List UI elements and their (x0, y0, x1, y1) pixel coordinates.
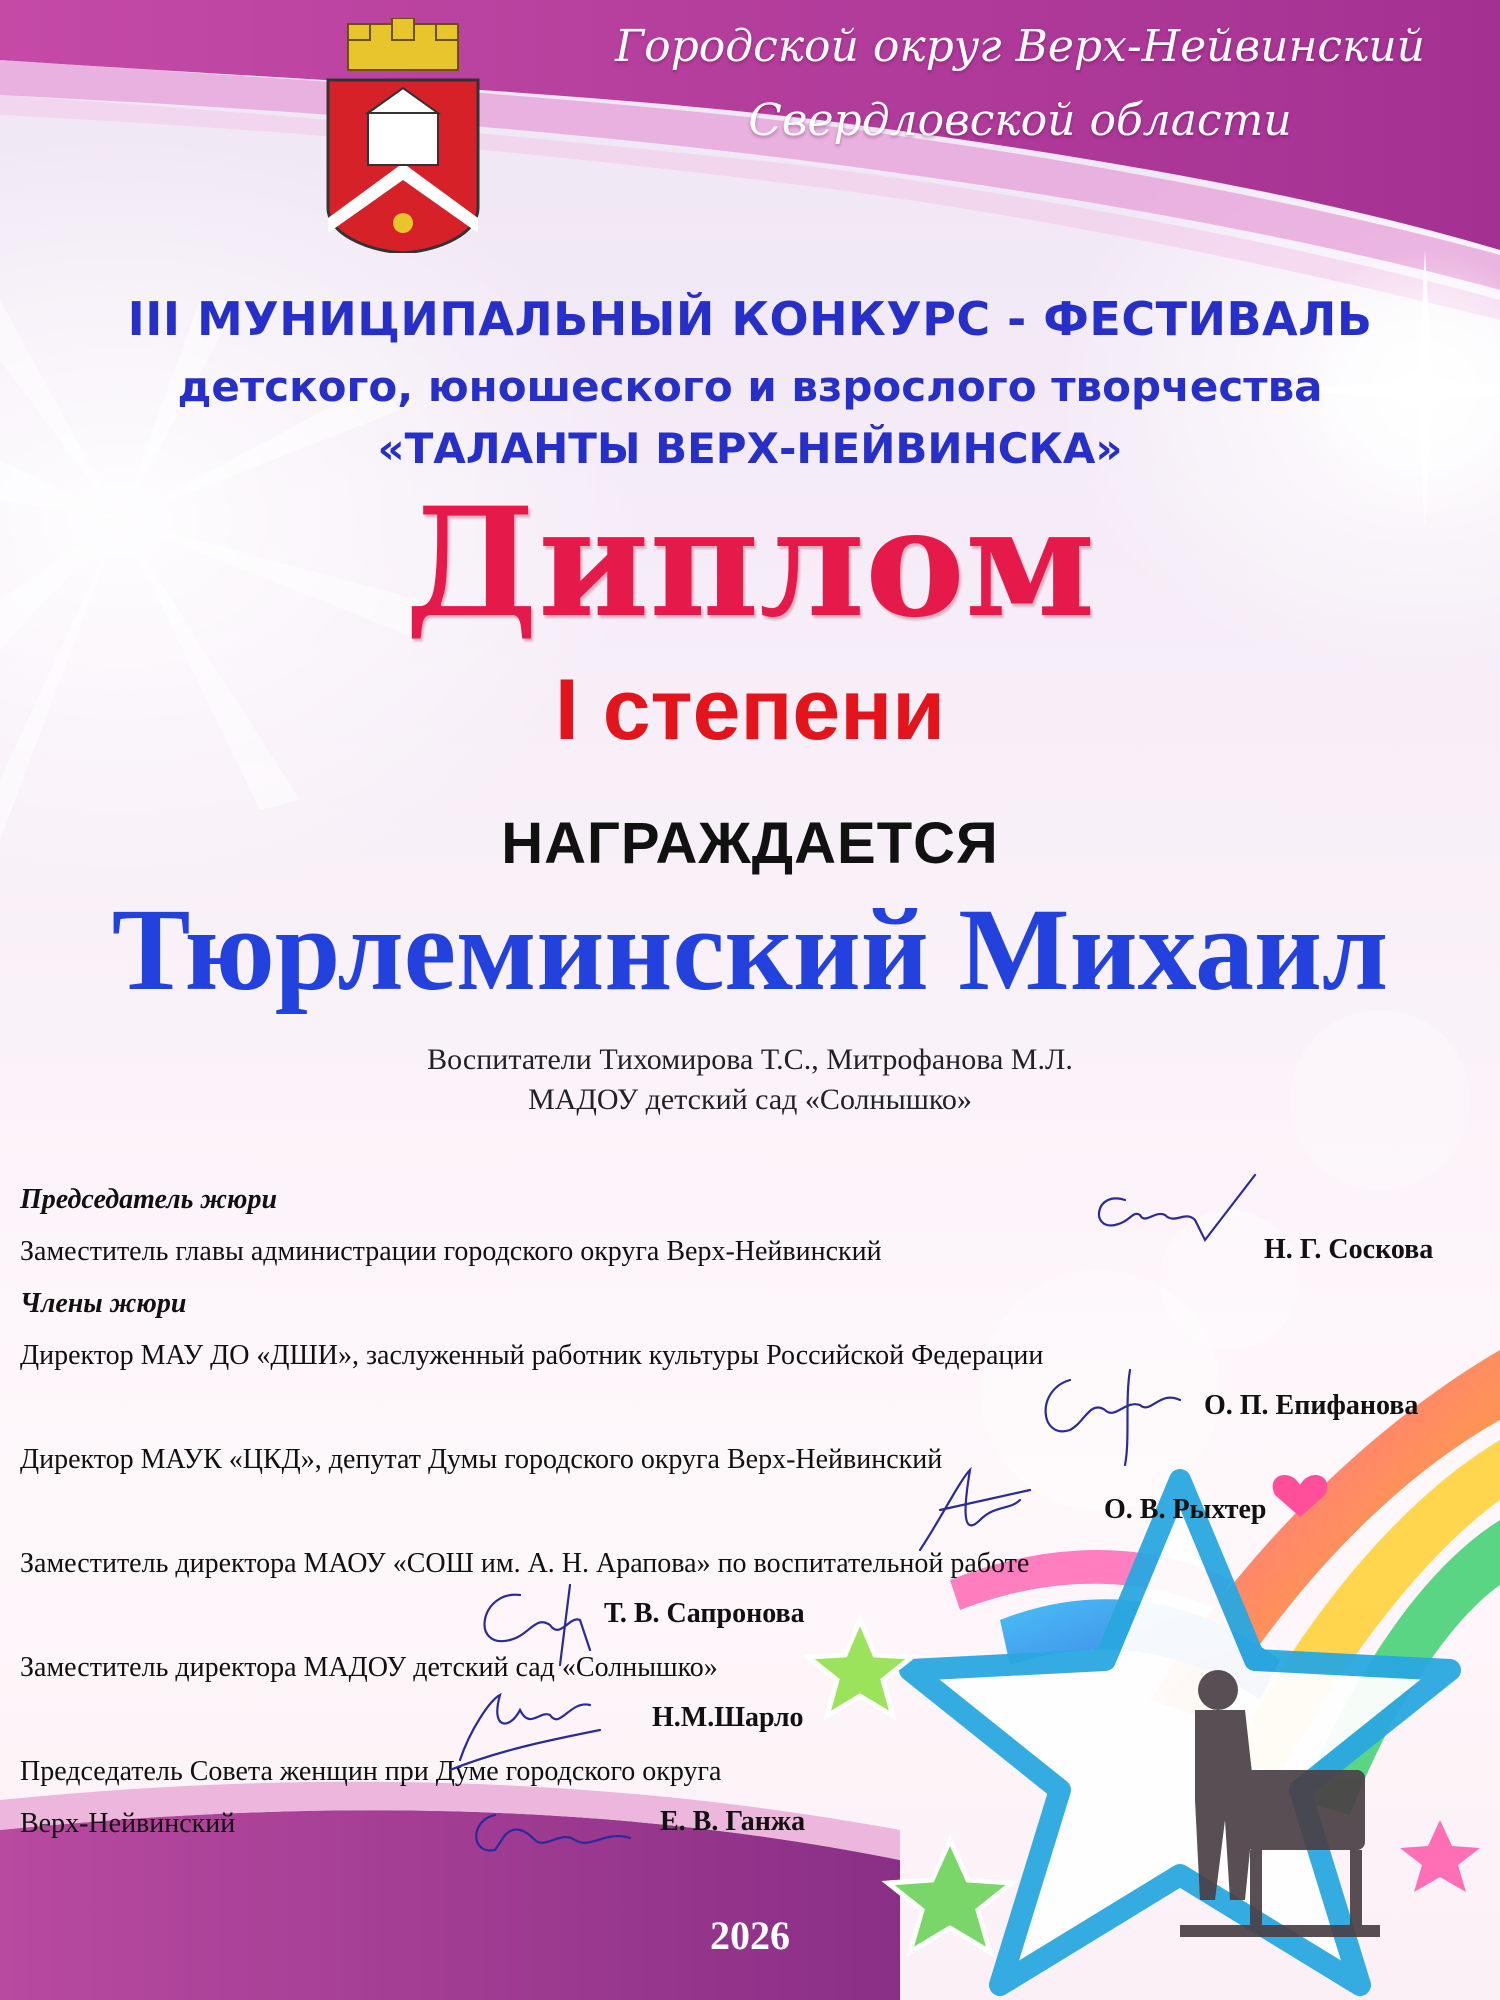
header-line-2: Свердловской области (748, 95, 1292, 146)
contest-title-line-1: III МУНИЦИПАЛЬНЫЙ КОНКУРС - ФЕСТИВАЛЬ (127, 292, 1373, 346)
institution-line: МАДОУ детский сад «Солнышко» (528, 1083, 972, 1116)
jury-member-name: Е. В. Ганжа (660, 1806, 806, 1837)
jury-member-position: Заместитель директора МАДОУ детский сад «Солнышко» (20, 1652, 718, 1683)
jury-member-position: Председатель Совета женщин при Думе городского округа (20, 1756, 722, 1787)
jury-chair-position: Заместитель главы администрации городского округа Верх-Нейвинский (20, 1236, 882, 1267)
jury-members-heading: Члены жюри (20, 1288, 187, 1319)
jury-member-position: Директор МАУ ДО «ДШИ», заслуженный работник культуры Российской Федерации (20, 1340, 1044, 1371)
signature-icon (1030, 1360, 1210, 1470)
teachers-line: Воспитатели Тихомирова Т.С., Митрофанова М.Л. (427, 1043, 1073, 1076)
jury-member-position-cont: Верх-Нейвинский (20, 1808, 236, 1839)
signature-icon (1085, 1170, 1265, 1260)
contest-title-line-3: «ТАЛАНТЫ ВЕРХ-НЕЙВИНСКА» (377, 424, 1123, 473)
signature-icon (900, 1460, 1060, 1570)
diploma-title: Диплом (404, 475, 1096, 651)
year: 2026 (710, 1913, 790, 1958)
jury-member-name: Т. В. Сапронова (604, 1598, 805, 1629)
signature-icon (440, 1670, 610, 1780)
contest-title-line-2: детского, юношеского и взрослого творчества (177, 362, 1323, 411)
coat-of-arms-icon (322, 18, 484, 253)
jury-chair-heading: Председатель жюри (20, 1184, 278, 1215)
jury-member-name: О. П. Епифанова (1204, 1390, 1419, 1421)
diploma-degree: I степени (554, 662, 946, 758)
header-line-1: Городской округ Верх-Нейвинский (614, 21, 1426, 72)
jury-member-name: О. В. Рыхтер (1104, 1494, 1267, 1525)
signature-icon (465, 1800, 645, 1870)
awarded-label: НАГРАЖДАЕТСЯ (501, 811, 999, 876)
jury-member-name: Н.М.Шарло (652, 1702, 804, 1733)
jury-member-position: Директор МАУК «ЦКД», депутат Думы городского округа Верх-Нейвинский (20, 1444, 943, 1475)
jury-chair-name: Н. Г. Соскова (1264, 1234, 1434, 1265)
jury-member-position: Заместитель директора МАОУ «СОШ им. А. Н. Арапова» по воспитательной работе (20, 1548, 1030, 1579)
recipient-name: Тюрлеминский Михаил (111, 884, 1389, 1015)
signature-icon (460, 1580, 620, 1670)
